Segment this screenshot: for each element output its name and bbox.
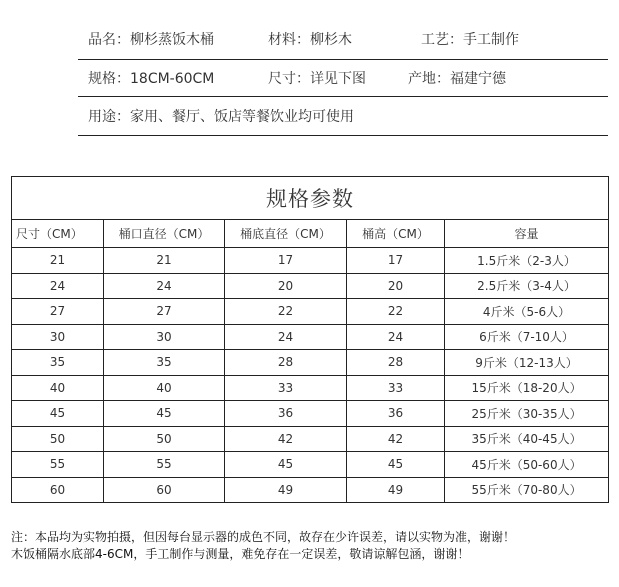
cell-capacity: 25斤米（30-35人） xyxy=(445,401,609,427)
header-bottom-diameter: 桶底直径（CM） xyxy=(225,220,347,248)
cell-height: 20 xyxy=(347,273,445,299)
cell-bottom-diameter: 24 xyxy=(225,324,347,350)
product-origin: 产地：福建宁德 xyxy=(408,71,506,87)
table-row xyxy=(12,375,609,401)
header-size: 尺寸（CM） xyxy=(12,220,104,248)
cell-bottom-diameter: 22 xyxy=(225,299,347,325)
cell-capacity: 45斤米（50-60人） xyxy=(445,452,609,478)
cell-size: 50 xyxy=(12,426,104,452)
header-top-diameter: 桶口直径（CM） xyxy=(104,220,225,248)
table-row xyxy=(12,324,609,350)
product-material: 材料：柳杉木 xyxy=(268,32,352,48)
cell-height: 49 xyxy=(347,477,445,503)
cell-height: 45 xyxy=(347,452,445,478)
cell-size: 35 xyxy=(12,350,104,376)
spec-table xyxy=(11,176,609,503)
cell-height: 24 xyxy=(347,324,445,350)
product-craft: 工艺：手工制作 xyxy=(421,32,519,48)
cell-bottom-diameter: 20 xyxy=(225,273,347,299)
cell-size: 60 xyxy=(12,477,104,503)
product-spec: 规格：18CM-60CM xyxy=(88,71,215,87)
header-capacity: 容量 xyxy=(445,220,609,248)
cell-top-diameter: 35 xyxy=(104,350,225,376)
cell-size: 30 xyxy=(12,324,104,350)
cell-height: 22 xyxy=(347,299,445,325)
cell-top-diameter: 27 xyxy=(104,299,225,325)
product-size: 尺寸：详见下图 xyxy=(268,71,366,87)
divider-line xyxy=(78,135,608,136)
header-height: 桶高（CM） xyxy=(347,220,445,248)
table-row xyxy=(12,299,609,325)
cell-size: 55 xyxy=(12,452,104,478)
table-row xyxy=(12,401,609,427)
cell-top-diameter: 50 xyxy=(104,426,225,452)
cell-size: 27 xyxy=(12,299,104,325)
cell-capacity: 15斤米（18-20人） xyxy=(445,375,609,401)
note-line-1: 注：本品均为实物拍摄，但因每台显示器的成色不同，故存在少许误差，请以实物为准，谢谢！ xyxy=(11,530,516,544)
table-row xyxy=(12,452,609,478)
cell-capacity: 9斤米（12-13人） xyxy=(445,350,609,376)
cell-top-diameter: 40 xyxy=(104,375,225,401)
cell-size: 40 xyxy=(12,375,104,401)
cell-height: 17 xyxy=(347,248,445,274)
cell-height: 28 xyxy=(347,350,445,376)
divider-line xyxy=(78,59,608,60)
cell-bottom-diameter: 36 xyxy=(225,401,347,427)
cell-height: 42 xyxy=(347,426,445,452)
cell-top-diameter: 60 xyxy=(104,477,225,503)
note-line-2: 木饭桶隔水底部4-6CM，手工制作与测量，难免存在一定误差，敬请谅解包涵，谢谢！ xyxy=(11,547,470,561)
info-row-2 xyxy=(78,64,608,94)
cell-top-diameter: 30 xyxy=(104,324,225,350)
info-row-1 xyxy=(78,25,608,55)
table-row xyxy=(12,248,609,274)
table-header-row xyxy=(12,220,609,248)
cell-capacity: 6斤米（7-10人） xyxy=(445,324,609,350)
cell-capacity: 1.5斤米（2-3人） xyxy=(445,248,609,274)
cell-bottom-diameter: 42 xyxy=(225,426,347,452)
cell-capacity: 4斤米（5-6人） xyxy=(445,299,609,325)
cell-bottom-diameter: 49 xyxy=(225,477,347,503)
cell-bottom-diameter: 28 xyxy=(225,350,347,376)
divider-line xyxy=(78,96,608,97)
cell-capacity: 35斤米（40-45人） xyxy=(445,426,609,452)
cell-size: 45 xyxy=(12,401,104,427)
cell-size: 21 xyxy=(12,248,104,274)
table-row xyxy=(12,350,609,376)
cell-bottom-diameter: 33 xyxy=(225,375,347,401)
table-title: 规格参数 xyxy=(12,177,609,220)
cell-top-diameter: 55 xyxy=(104,452,225,478)
table-row xyxy=(12,426,609,452)
cell-height: 36 xyxy=(347,401,445,427)
cell-capacity: 55斤米（70-80人） xyxy=(445,477,609,503)
cell-capacity: 2.5斤米（3-4人） xyxy=(445,273,609,299)
table-row xyxy=(12,477,609,503)
cell-bottom-diameter: 17 xyxy=(225,248,347,274)
table-row xyxy=(12,273,609,299)
product-name: 品名：柳杉蒸饭木桶 xyxy=(88,32,214,48)
cell-size: 24 xyxy=(12,273,104,299)
info-row-3 xyxy=(78,102,608,132)
product-usage: 用途：家用、餐厅、饭店等餐饮业均可使用 xyxy=(88,109,354,125)
cell-height: 33 xyxy=(347,375,445,401)
cell-top-diameter: 21 xyxy=(104,248,225,274)
cell-top-diameter: 45 xyxy=(104,401,225,427)
cell-bottom-diameter: 45 xyxy=(225,452,347,478)
cell-top-diameter: 24 xyxy=(104,273,225,299)
